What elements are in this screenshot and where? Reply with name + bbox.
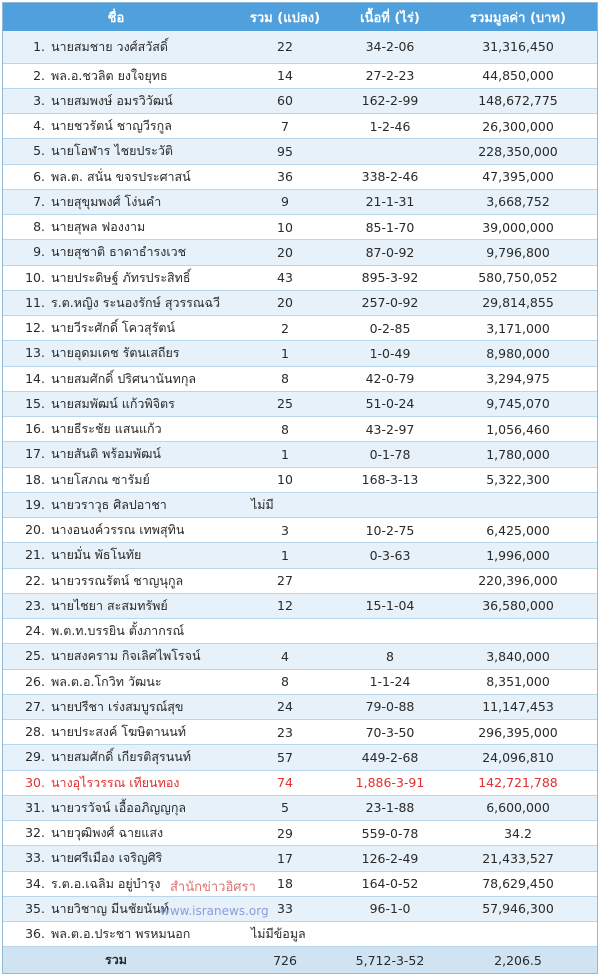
value-cell: 220,396,000: [478, 573, 558, 589]
plots-cell: 3: [281, 522, 289, 538]
name-cell: [3, 369, 229, 389]
area-cell: 34-2-06: [365, 39, 415, 55]
row-number: 10.: [25, 269, 45, 285]
row-number: 30.: [25, 774, 45, 790]
plots-cell: 10: [277, 472, 293, 488]
person-name: นายไชยา สะสมทรัพย์: [51, 597, 168, 613]
header-name: ชื่อ: [107, 10, 125, 26]
person-name: นางอุไรวรรณ เทียนทอง: [51, 774, 180, 790]
table-row: [3, 872, 597, 897]
table-row: [3, 670, 597, 695]
header-plots: รวม (แปลง): [249, 10, 321, 26]
area-cell: 51-0-24: [365, 396, 415, 412]
row-number: 33.: [25, 850, 45, 866]
row-number: 29.: [25, 749, 45, 765]
table-row: [3, 316, 597, 341]
row-number: 14.: [25, 370, 45, 386]
table-row: [3, 619, 597, 644]
name-cell: [3, 722, 229, 742]
area-cell: 1-0-49: [369, 345, 411, 361]
row-number: 18.: [25, 471, 45, 487]
row-number: 28.: [25, 724, 45, 740]
table-row: [3, 720, 597, 745]
value-cell: 3,840,000: [486, 648, 550, 664]
person-name: พ.ต.ท.บรรยิน ตั้งภากรณ์: [51, 623, 185, 639]
person-name: นายประสงค์ โฆษิตานนท์: [51, 724, 187, 740]
table-row: [3, 367, 597, 392]
name-cell: [3, 596, 229, 616]
total-area: 5,712-3-52: [355, 952, 425, 968]
table-row: [3, 341, 597, 366]
total-value: 2,206.5: [494, 952, 542, 968]
person-name: นายชวรัตน์ ชาญวีรกูล: [51, 118, 172, 134]
area-cell: 168-3-13: [361, 472, 419, 488]
area-cell: 0-2-85: [369, 320, 411, 336]
plots-cell: 57: [277, 749, 293, 765]
plots-cell: 27: [277, 573, 293, 589]
area-cell: 21-1-31: [365, 194, 415, 210]
row-number: 21.: [25, 547, 45, 563]
value-cell: 6,425,000: [486, 522, 550, 538]
plots-cell: 33: [277, 901, 293, 917]
plots-cell: 20: [277, 244, 293, 260]
value-cell: 142,721,788: [478, 775, 558, 791]
row-number: 3.: [33, 92, 45, 108]
value-cell: 36,580,000: [482, 598, 554, 614]
area-cell: 70-3-50: [365, 724, 415, 740]
area-cell: 257-0-92: [361, 295, 419, 311]
table-row: [3, 139, 597, 164]
name-cell: [3, 394, 229, 414]
plots-cell: 9: [281, 194, 289, 210]
person-name: นายสมศักดิ์ เกียรติสุรนนท์: [51, 749, 192, 765]
plots-cell: 22: [277, 39, 293, 55]
table-row: [3, 190, 597, 215]
area-cell: 87-0-92: [365, 244, 415, 260]
table-row: [3, 922, 597, 947]
name-cell: [3, 571, 229, 591]
plots-cell: 29: [277, 825, 293, 841]
total-label: รวม: [105, 952, 127, 968]
table-row: [3, 897, 597, 922]
row-number: 22.: [25, 572, 45, 588]
person-name: นายวิชาญ มีนชัยนันท์: [51, 900, 169, 916]
table-row: [3, 569, 597, 594]
person-name: นายปรีชา เร่งสมบูรณ์สุข: [51, 698, 184, 714]
total-row: [3, 947, 597, 972]
name-cell: [3, 37, 229, 57]
plots-cell: 60: [277, 93, 293, 109]
person-name: นายวรรณรัตน์ ชาญนุกูล: [51, 572, 184, 588]
area-cell: 10-2-75: [365, 522, 415, 538]
plots-cell: 95: [277, 143, 293, 159]
row-number: 6.: [33, 168, 45, 184]
plots-cell: 1: [281, 547, 289, 563]
value-cell: 580,750,052: [478, 270, 558, 286]
plots-cell: 24: [277, 699, 293, 715]
person-name: นายสันติ พร้อมพัฒน์: [51, 446, 161, 462]
name-cell: [3, 419, 229, 439]
plots-cell: 23: [277, 724, 293, 740]
plots-cell: 74: [277, 775, 293, 791]
value-cell: 57,946,300: [482, 901, 554, 917]
name-cell: [3, 545, 229, 565]
table-row: [3, 543, 597, 568]
value-cell: 3,171,000: [486, 320, 550, 336]
table-row: [3, 240, 597, 265]
person-name: นายสมศักดิ์ ปริศนานันทกุล: [51, 370, 197, 386]
person-name: นายสมชาย วงศ์สวัสดิ์: [51, 38, 169, 54]
person-name: นายสุชาติ ธาดาธำรงเวช: [51, 244, 187, 260]
person-name: นายวีระศักดิ์ โควสุรัตน์: [51, 320, 176, 336]
row-number: 20.: [25, 522, 45, 538]
row-number: 1.: [33, 38, 45, 54]
plots-cell: 1: [281, 446, 289, 462]
plots-cell: 8: [281, 674, 289, 690]
plots-cell: ไม่มี: [251, 496, 274, 512]
value-cell: 1,056,460: [486, 421, 550, 437]
table-row: [3, 468, 597, 493]
plots-cell: 10: [277, 219, 293, 235]
row-number: 9.: [33, 244, 45, 260]
area-cell: 1,886-3-91: [355, 775, 425, 791]
value-cell: 3,294,975: [486, 371, 550, 387]
table-row: [3, 291, 597, 316]
plots-cell: 25: [277, 396, 293, 412]
row-number: 36.: [25, 926, 45, 942]
plots-cell: 8: [281, 421, 289, 437]
table-row: [3, 165, 597, 190]
area-cell: 96-1-0: [369, 901, 411, 917]
name-cell: [3, 293, 229, 313]
value-cell: 1,780,000: [486, 446, 550, 462]
value-cell: 8,980,000: [486, 345, 550, 361]
table-row: [3, 31, 597, 64]
row-number: 7.: [33, 193, 45, 209]
row-number: 15.: [25, 395, 45, 411]
table-row: [3, 796, 597, 821]
person-name: นายสุพล ฟองงาม: [51, 219, 146, 235]
plots-cell: 20: [277, 295, 293, 311]
table-row: [3, 442, 597, 467]
person-name: นายสมพงษ์ อมรวิวัฒน์: [51, 92, 173, 108]
person-name: นายมั่น พัธโนทัย: [51, 547, 142, 563]
area-cell: 42-0-79: [365, 371, 415, 387]
name-cell: [3, 318, 229, 338]
table-row: [3, 745, 597, 770]
name-cell: [3, 470, 229, 490]
table-row: [3, 114, 597, 139]
value-cell: 3,668,752: [486, 194, 550, 210]
value-cell: 5,322,300: [486, 472, 550, 488]
value-cell: 44,850,000: [482, 68, 554, 84]
name-cell: [3, 167, 229, 187]
table-row: [3, 89, 597, 114]
row-number: 8.: [33, 219, 45, 235]
area-cell: 0-1-78: [369, 446, 411, 462]
area-cell: 15-1-04: [365, 598, 415, 614]
row-number: 16.: [25, 421, 45, 437]
name-cell: [3, 192, 229, 212]
name-cell: [3, 217, 229, 237]
area-cell: 1-2-46: [369, 118, 411, 134]
area-cell: 449-2-68: [361, 749, 419, 765]
area-cell: 162-2-99: [361, 93, 419, 109]
value-cell: 148,672,775: [478, 93, 558, 109]
plots-cell: 7: [281, 118, 289, 134]
plots-cell: 14: [277, 68, 293, 84]
name-cell: [3, 621, 229, 641]
name-cell: [3, 242, 229, 262]
area-cell: 79-0-88: [365, 699, 415, 715]
area-cell: 27-2-23: [365, 68, 415, 84]
name-cell: [3, 116, 229, 136]
row-number: 23.: [25, 597, 45, 613]
header-area: เนื้อที่ (ไร่): [360, 10, 420, 26]
row-number: 17.: [25, 446, 45, 462]
person-name: นางอนงค์วรรณ เทพสุทิน: [51, 522, 185, 538]
plots-cell: 4: [281, 648, 289, 664]
area-cell: 126-2-49: [361, 850, 419, 866]
row-number: 12.: [25, 320, 45, 336]
total-plots: 726: [273, 952, 297, 968]
row-number: 31.: [25, 799, 45, 815]
person-name: นายอุดมเดช รัตนเสถียร: [51, 345, 180, 361]
row-number: 13.: [25, 345, 45, 361]
area-cell: 338-2-46: [361, 169, 419, 185]
table-row: [3, 392, 597, 417]
area-cell: 1-1-24: [369, 674, 411, 690]
person-name: พล.ต.อ.โกวิท วัฒนะ: [51, 673, 162, 689]
value-cell: 26,300,000: [482, 118, 554, 134]
area-cell: 43-2-97: [365, 421, 415, 437]
name-cell: [3, 798, 229, 818]
name-cell: [3, 141, 229, 161]
name-cell: [3, 343, 229, 363]
person-name: นายสุขุมพงศ์ โง่นคำ: [51, 193, 162, 209]
table-row: [3, 821, 597, 846]
name-cell: [3, 646, 229, 666]
person-name: นายโอฬาร ไชยประวัติ: [51, 143, 173, 159]
person-name: นายวุฒิพงศ์ ฉายแสง: [51, 825, 164, 841]
person-name: นายสมพัฒน์ แก้วพิจิตร: [51, 395, 175, 411]
value-cell: 8,351,000: [486, 674, 550, 690]
area-cell: 559-0-78: [361, 825, 419, 841]
row-number: 27.: [25, 698, 45, 714]
person-name: ร.ต.หญิง ระนองรักษ์ สุวรรณฉวี: [51, 294, 221, 310]
plots-cell: 5: [281, 800, 289, 816]
person-name: นายสงคราม กิจเลิศไพโรจน์: [51, 648, 201, 664]
person-name: พล.ต.อ.ประชา พรหมนอก: [51, 926, 191, 942]
name-cell: [3, 66, 229, 86]
person-name: ร.ต.อ.เฉลิม อยู่บำรุง: [51, 875, 161, 891]
value-cell: 29,814,855: [482, 295, 554, 311]
table-row: [3, 215, 597, 240]
row-number: 25.: [25, 648, 45, 664]
plots-cell: ไม่มีข้อมูล: [251, 926, 306, 942]
plots-cell: 8: [281, 371, 289, 387]
name-cell: [3, 924, 229, 944]
row-number: 2.: [33, 67, 45, 83]
name-cell: [3, 520, 229, 540]
value-cell: 47,395,000: [482, 169, 554, 185]
person-name: พล.ต. สนั่น ขจรประศาสน์: [51, 168, 191, 184]
person-name: พล.อ.ชวลิต ยงใจยุทธ: [51, 67, 168, 83]
value-cell: 34.2: [504, 825, 532, 841]
person-name: นายวรวัจน์ เอื้ออภิญญกุล: [51, 799, 187, 815]
person-name: นายธีระชัย แสนแก้ว: [51, 421, 162, 437]
plots-cell: 17: [277, 850, 293, 866]
table-row: [3, 846, 597, 871]
table-row: [3, 695, 597, 720]
table-row: [3, 518, 597, 543]
value-cell: 9,745,070: [486, 396, 550, 412]
value-cell: 296,395,000: [478, 724, 558, 740]
person-name: นายวราวุธ ศิลปอาชา: [51, 496, 167, 512]
plots-cell: 18: [277, 876, 293, 892]
person-name: นายศรีเมือง เจริญศิริ: [51, 850, 163, 866]
table-row: [3, 771, 597, 796]
value-cell: 11,147,453: [482, 699, 554, 715]
row-number: 32.: [25, 825, 45, 841]
area-cell: 164-0-52: [361, 876, 419, 892]
area-cell: 85-1-70: [365, 219, 415, 235]
value-cell: 24,096,810: [482, 749, 554, 765]
table-row: [3, 594, 597, 619]
plots-cell: 36: [277, 169, 293, 185]
watermark-agency: สำนักข่าวอิศรา: [170, 880, 256, 895]
plots-cell: 12: [277, 598, 293, 614]
row-number: 24.: [25, 623, 45, 639]
person-name: นายประดิษฐ์ ภัทรประสิทธิ์: [51, 269, 191, 285]
row-number: 26.: [25, 673, 45, 689]
value-cell: 21,433,527: [482, 850, 554, 866]
name-cell: [3, 773, 229, 793]
name-cell: [3, 747, 229, 767]
row-number: 11.: [25, 294, 45, 310]
area-cell: 895-3-92: [361, 270, 419, 286]
value-cell: 1,996,000: [486, 547, 550, 563]
name-cell: [3, 91, 229, 111]
table-header: [3, 3, 597, 31]
name-cell: [3, 672, 229, 692]
table-row: [3, 266, 597, 291]
table-row: [3, 417, 597, 442]
name-cell: [3, 823, 229, 843]
assets-table: [2, 2, 598, 974]
area-cell: 23-1-88: [365, 800, 415, 816]
row-number: 4.: [33, 118, 45, 134]
value-cell: 228,350,000: [478, 143, 558, 159]
plots-cell: 1: [281, 345, 289, 361]
area-cell: 0-3-63: [369, 547, 411, 563]
header-value: รวมมูลค่า (บาท): [470, 10, 566, 26]
value-cell: 6,600,000: [486, 800, 550, 816]
name-cell: [3, 697, 229, 717]
row-number: 35.: [25, 900, 45, 916]
plots-cell: 43: [277, 270, 293, 286]
person-name: นายโสภณ ซารัมย์: [51, 471, 150, 487]
table-row: [3, 493, 597, 518]
name-cell: [3, 444, 229, 464]
name-cell: [3, 268, 229, 288]
name-cell: [3, 848, 229, 868]
plots-cell: 2: [281, 320, 289, 336]
value-cell: 39,000,000: [482, 219, 554, 235]
table-row: [3, 64, 597, 89]
value-cell: 78,629,450: [482, 876, 554, 892]
table-row: [3, 644, 597, 669]
name-cell: [3, 495, 229, 515]
row-number: 34.: [25, 875, 45, 891]
row-number: 5.: [33, 143, 45, 159]
watermark-url: www.isranews.org: [160, 904, 269, 918]
value-cell: 31,316,450: [482, 39, 554, 55]
row-number: 19.: [25, 496, 45, 512]
area-cell: 8: [386, 648, 394, 664]
value-cell: 9,796,800: [486, 244, 550, 260]
